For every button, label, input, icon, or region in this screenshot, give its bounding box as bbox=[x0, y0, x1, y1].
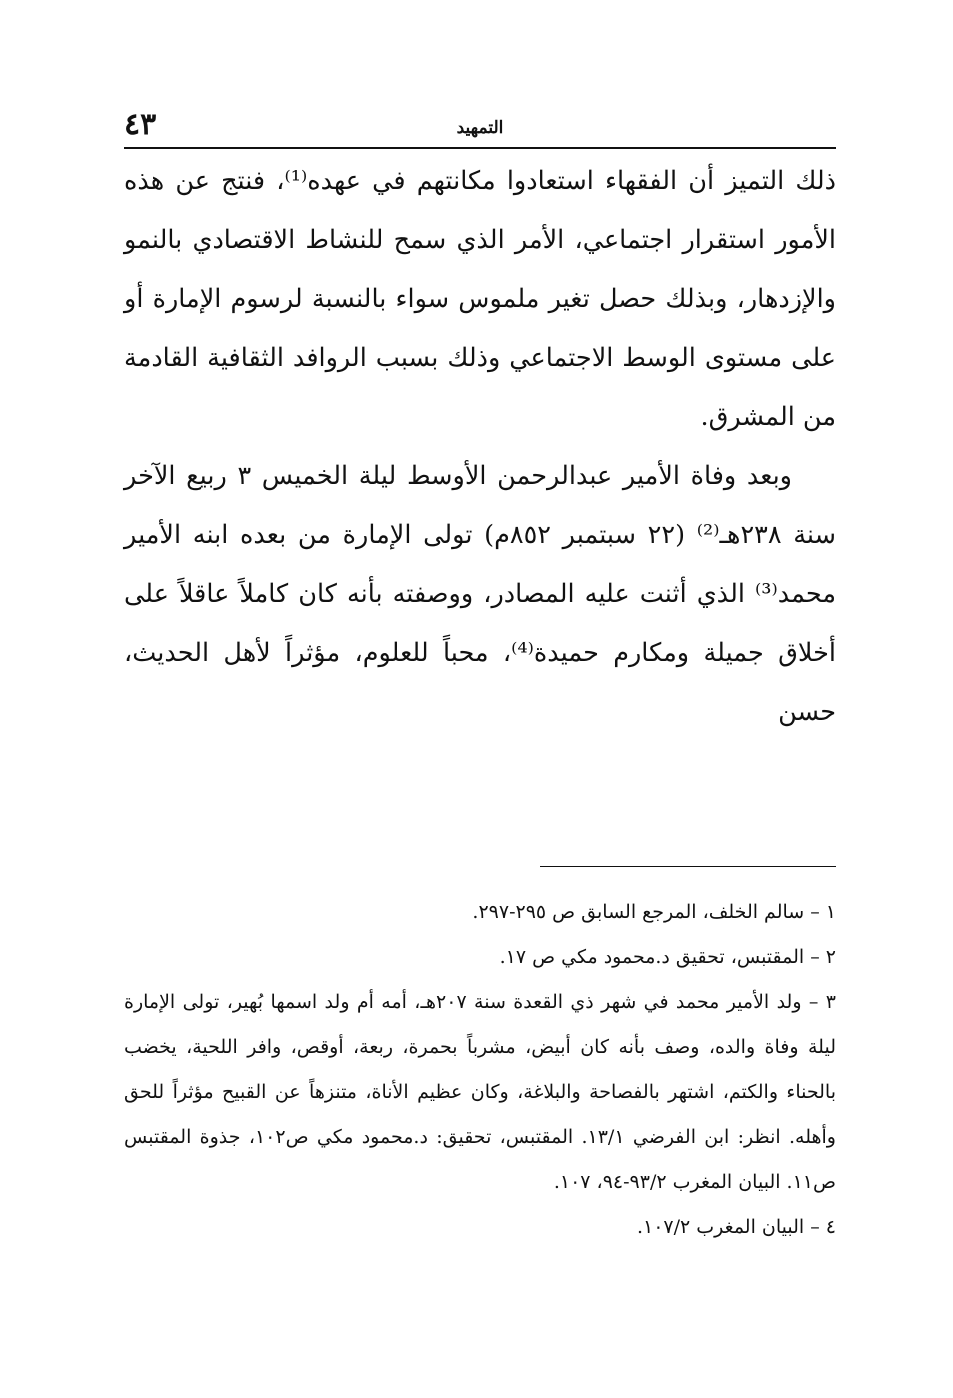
footnotes bbox=[124, 890, 836, 1250]
paragraph-2: وبعد وفاة الأمير عبدالرحمن الأوسط ليلة الخميس ٣ ربيع الآخر سنة ٢٣٨هـ⁽²⁾ (٢٢ سبتمبر ٨٥٢م) تولى الإمارة من بعده ابنه الأمير محمد⁽³⁾ الذي أثنت عليه المصادر، ووصفته بأنه كان كاملاً عاقلاً على أخلاق جميلة ومكارم حميدة⁽⁴⁾، محباً للعلوم، مؤثراً لأهل الحديث، حسن bbox=[124, 461, 836, 727]
page-header bbox=[124, 108, 836, 148]
running-title: التمهيد bbox=[456, 118, 504, 138]
header-rule bbox=[124, 147, 836, 149]
page-number: ٤٣ bbox=[124, 107, 157, 142]
paragraph-1: ذلك التميز أن الفقهاء استعادوا مكانتهم في عهده⁽¹⁾، فنتج عن هذه الأمور استقرار اجتماعي، الأمر الذي سمح للنشاط الاقتصادي بالنمو والإزدهار، وبذلك حصل تغير ملموس سواء بالنسبة لرسوم الإمارة أو على مستوى الوسط الاجتماعي وذلك بسبب الروافد الثقافية القادمة من المشرق. bbox=[124, 166, 837, 432]
footnote-1: ١ – سالم الخلف، المرجع السابق ص ٢٩٥-٢٩٧. bbox=[472, 901, 836, 923]
main-text bbox=[124, 152, 836, 742]
footnote-3: ٣ – ولد الأمير محمد في شهر ذي القعدة سنة ٢٠٧هـ، أمه أم ولد اسمها بُهير، تولى الإمارة ليلة وفاة والده، وصف بأنه كان أبيض، مشرباً بحمرة، ربعة، أوقص، وافر اللحية، يخضب بالحناء والكتم، اشتهر بالفصاحة والبلاغة، وكان عظيم الأناة، متنزهاً عن القبيح مؤثراً للحق وأهله. انظر: ابن الفرضي ١٣/١. المقتبس، تحقيق: د.محمود مكي ص١٠٢، جذوة المقتبس ص١١. البيان المغرب ٩٣/٢-٩٤، ١٠٧. bbox=[124, 991, 836, 1193]
footnote-4: ٤ – البيان المغرب ١٠٧/٢. bbox=[636, 1216, 836, 1238]
footnote-2: ٢ – المقتبس، تحقيق د.محمود مكي ص ١٧. bbox=[499, 946, 836, 968]
footnote-separator bbox=[540, 866, 836, 867]
